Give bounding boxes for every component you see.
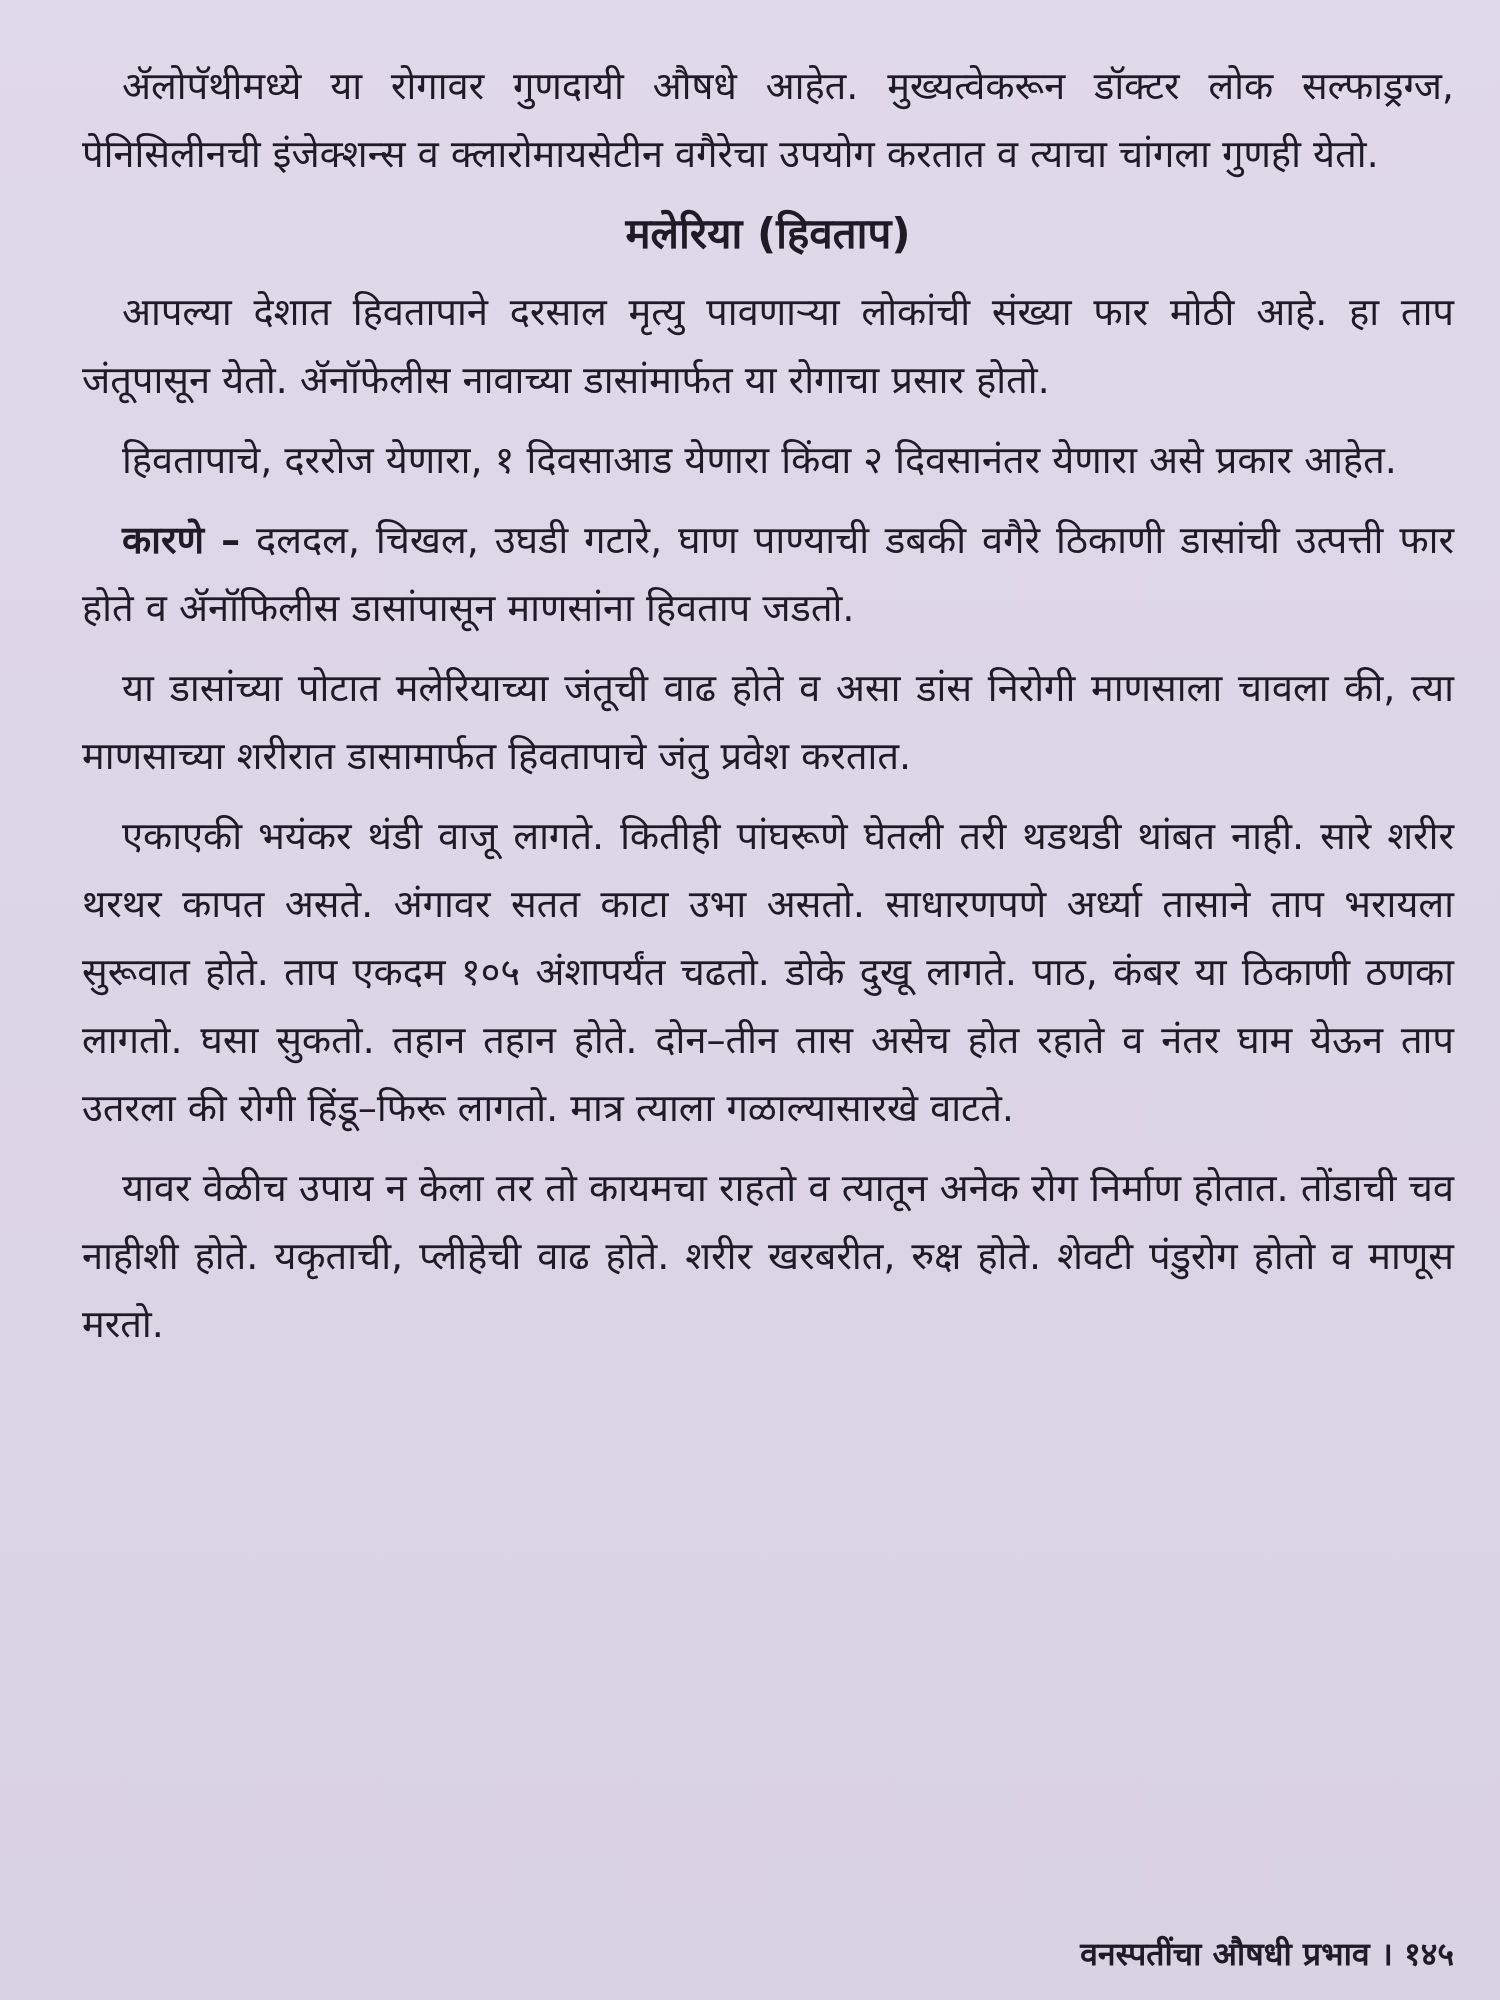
paragraph-transmission: या डासांच्या पोटात मलेरियाच्या जंतूची वाढ होते व असा डांस निरोगी माणसाला चावला की, त्या माणसाच्या शरीरात डासामार्फत हिवतापाचे जंतु प्रवेश करतात. bbox=[82, 666, 1454, 778]
causes-text: दलदल, चिखल, उघडी गटारे, घाण पाण्याची डबकी वगैरे ठिकाणी डासांची उत्पत्ती फार होते व ॲनॉफिलीस डासांपासून माणसांना हिवताप जडतो. bbox=[82, 518, 1454, 630]
paragraph-fever-types: हिवतापाचे, दररोज येणारा, १ दिवसाआड येणारा किंवा २ दिवसानंतर येणारा असे प्रकार आहेत. bbox=[122, 438, 1397, 482]
intro-paragraph: ॲलोपॅथीमध्ये या रोगावर गुणदायी औषधे आहेत. मुख्यत्वेकरून डॉक्टर लोक सल्फाड्रग्ज, पेनिसिलीनची इंजेक्शन्स व क्लारोमायसेटीन वगैरेचा उपयोग करतात व त्याचा चांगला गुणही येतो. bbox=[82, 64, 1454, 176]
paragraph-symptoms: एकाएकी भयंकर थंडी वाजू लागते. कितीही पांघरूणे घेतली तरी थडथडी थांबत नाही. सारे शरीर थरथर कापत असते. अंगावर सतत काटा उभा असतो. साधारणपणे अर्ध्या तासाने ताप भरायला सुरूवात होते. ताप एकदम १०५ अंशापर्यंत चढतो. डोके दुखू लागते. पाठ, कंबर या ठिकाणी ठणका लागतो. घसा सुकतो. तहान तहान होते. दोन–तीन तास असेच होत रहाते व नंतर घाम येऊन ताप उतरला की रोगी हिंडू–फिरू लागतो. मात्र त्याला गळाल्यासारखे वाटते. bbox=[82, 814, 1454, 1130]
page-footer: वनस्पतींचा औषधी प्रभाव । १४५ bbox=[1080, 1935, 1454, 1973]
paragraph-malaria-deaths: आपल्या देशात हिवतापाने दरसाल मृत्यु पावणाऱ्या लोकांची संख्या फार मोठी आहे. हा ताप जंतूपासून येतो. ॲनॉफेलीस नावाच्या डासांमार्फत या रोगाचा प्रसार होतो. bbox=[82, 290, 1454, 402]
causes-label: कारणे – bbox=[122, 518, 241, 562]
section-heading: मलेरिया (हिवताप) bbox=[625, 209, 911, 258]
paragraph-complications: यावर वेळीच उपाय न केला तर तो कायमचा राहतो व त्यातून अनेक रोग निर्माण होतात. तोंडाची चव नाहीशी होते. यकृताची, प्लीहेची वाढ होते. शरीर खरबरीत, रुक्ष होते. शेवटी पंडुरोग होतो व माणूस मरतो. bbox=[82, 1166, 1454, 1346]
paragraph-causes bbox=[82, 506, 1454, 642]
